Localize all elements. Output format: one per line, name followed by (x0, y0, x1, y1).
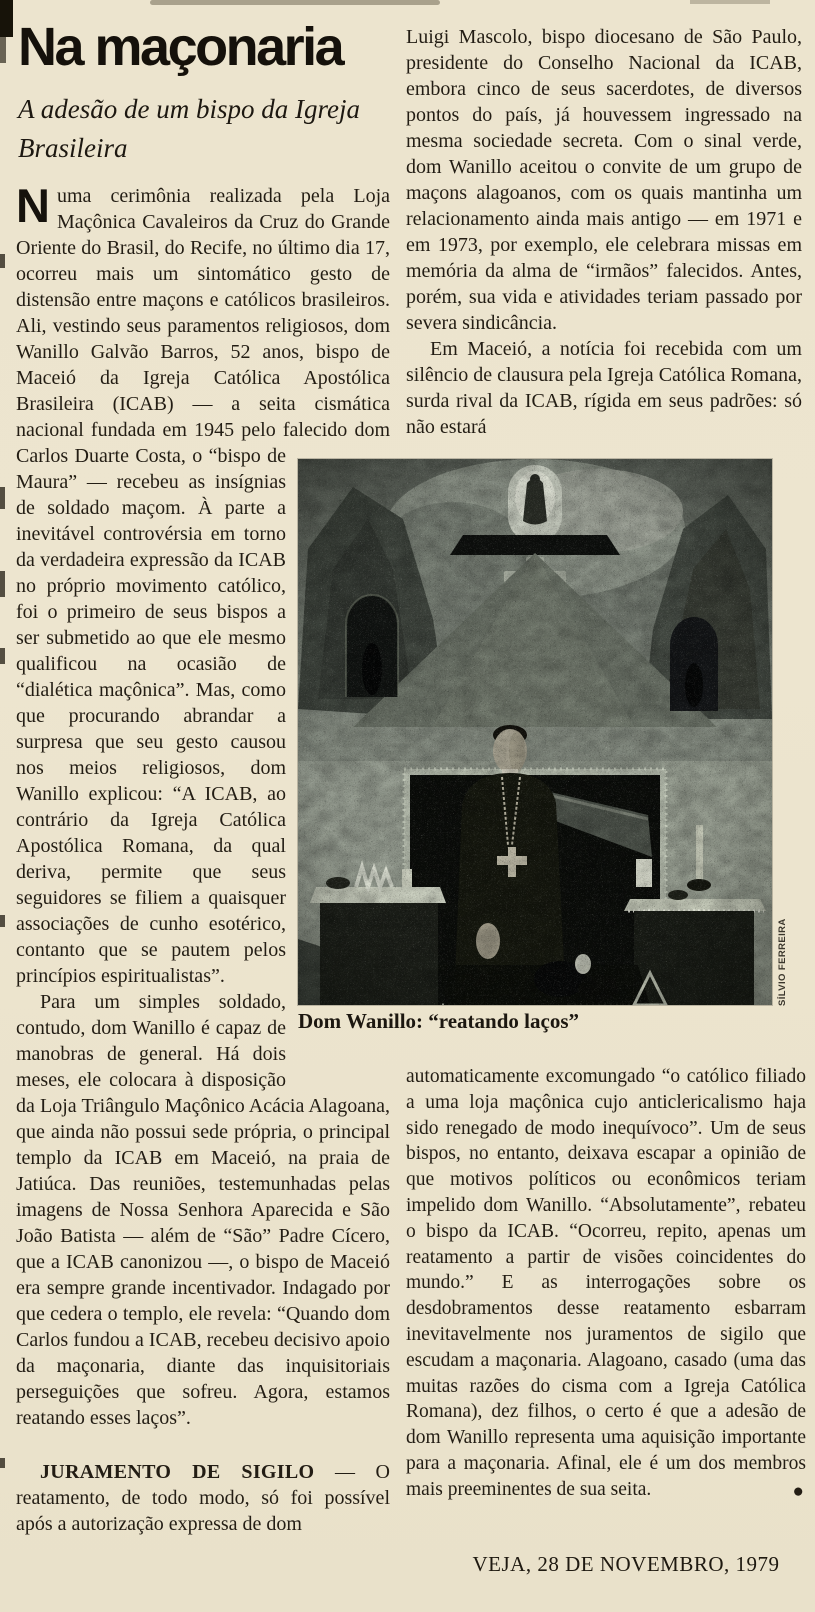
photo-caption: Dom Wanillo: “reatando laços” (298, 1009, 579, 1033)
paragraph-1-rest: dom Carlos Duarte Costa, o “bispo de Maura” — recebeu as insígnias de soldado maçom. À parte a inevitável controvérsia em torno da verdadeira expressão da ICAB no próprio movimento católico, foi o primeiro de seus bispos a ser submetido ao que ele mesmo qualificou na ocasião de “dialética maçônica”. Mas, como que procurando abrandar a surpresa que seu gesto causou nos meios religiosos, dom Wanillo explicou: “A ICAB, ao contrário da Igreja Católica Apostólica Romana, da qual deriva, permite que seus seguidores se filiem a quaisquer associações de cunho esotérico, contanto que se pautem pelos princípios espiritualistas”. (16, 419, 390, 987)
scan-artifact (0, 1458, 5, 1468)
grotto-altar-photo-illustration (298, 459, 772, 1005)
page-footer: VEJA, 28 DE NOVEMBRO, 1979 (472, 1552, 780, 1576)
scan-artifact (690, 0, 770, 4)
paragraph-2: Para um simples soldado, contudo, dom Wanillo é capaz de manobras de general. Há dois meses, ele colocara à disposição da Loja Triângulo Maçônico Acácia Alagoana, que ainda não possui sede própria, o principal templo da ICAB em Maceió, na praia de Jatiúca. Das reuniões, testemunhadas pelas imagens de Nossa Senhora Aparecida e São João Batista — além de “São” Padre Cícero, que a ICAB canonizou —, o bispo de Maceió era sempre grande incentivador. Indagado por que cedera o templo, ele revela: “Quando dom Carlos fundou a ICAB, recebeu decisivo apoio da maçonaria, diante das inquisitoriais perseguições que sofreu. Agora, estamos reatando esses laços”. (16, 991, 390, 1429)
scan-artifact (0, 254, 5, 268)
paragraph-6: automaticamente excomungado “o católico filiado a uma loja maçônica cujo anticlericalismo haja sido renegado de modo inequívoco”. Um de seus bispos, no entanto, deixava escapar a opinião de que motivos políticos ou econômicos teriam impelido dom Wanillo. “Absolutamente”, rebateu o bispo da ICAB. “Ocorreu, repito, apenas um reatamento a partir de visões coincidentes do mundo.” E as interrogações sobre os desdobramentos desse reatamento esbarram inevitavelmente nos juramentos de sigilo que escudam a maçonaria. Alagoano, casado (uma das muitas razões do cisma com a Igreja Católica Romana), dez filhos, o certo é que a adesão de dom Wanillo representa uma aquisição importante para a maçonaria. Afinal, ele é um dos membros mais preeminentes de sua seita. (406, 1066, 806, 1500)
article-title: Na maçonaria (18, 17, 343, 77)
scan-artifact (0, 915, 5, 927)
scan-artifact (0, 487, 5, 509)
end-of-article-mark: ● (792, 1480, 804, 1502)
paragraph-4: Luigi Mascolo, bispo diocesano de São Paulo, presidente do Conselho Nacional da ICAB, embora cinco de seus sacerdotes, de diversos pontos do país, já houvessem ingressado na mesma sociedade secreta. Com o sinal verde, dom Wanillo aceitou o convite de um grupo de maçons alagoanos, com os quais mantinha um relacionamento ainda mais antigo — em 1971 e em 1973, por exemplo, ele celebrara missas em memória da alma de “irmãos” falecidos. Antes, porém, sua vida e atividades teriam passado por severa sindicância. (406, 26, 802, 334)
paragraph-3 (16, 1459, 390, 1537)
right-column-top (406, 24, 802, 440)
scan-artifact (0, 37, 6, 63)
drop-cap: N (16, 179, 50, 232)
scan-artifact (0, 0, 13, 37)
paragraph-3-rest: — O reatamento, de todo modo, só foi possível após a autorização expressa de dom (16, 1461, 390, 1535)
article-subtitle: A adesão de um bispo da Igreja Brasileira (18, 94, 360, 163)
paragraph-5: Em Maceió, a notícia foi recebida com um silêncio de clausura pela Igreja Católica Romana, surda rival da ICAB, rígida em seus padrões: só não estará (406, 338, 802, 438)
photo-credit: SÍLVIO FERREIRA (777, 918, 788, 1006)
right-column-bottom (406, 1064, 806, 1503)
scan-artifact (0, 571, 5, 597)
scan-artifact (0, 648, 5, 664)
scan-artifact (150, 0, 440, 5)
subhead-juramento-de-sigilo: JURAMENTO DE SIGILO (40, 1461, 315, 1483)
paragraph-1-lead: uma cerimônia realizada pela Loja Maçônica Cavaleiros da Cruz do Grande Oriente do Brasil, do Recife, no último dia 17, ocorreu mais um sintomático gesto de distensão entre maçons e católicos brasileiros. Ali, vestindo seus paramentos religiosos, dom Wanillo Galvão Barros, 52 anos, bispo de Maceió da Igreja Católica Apostólica Brasileira (ICAB) — a seita cismática nacional fundada em 1945 pelo falecido (16, 185, 390, 441)
article-photo (298, 459, 772, 1005)
